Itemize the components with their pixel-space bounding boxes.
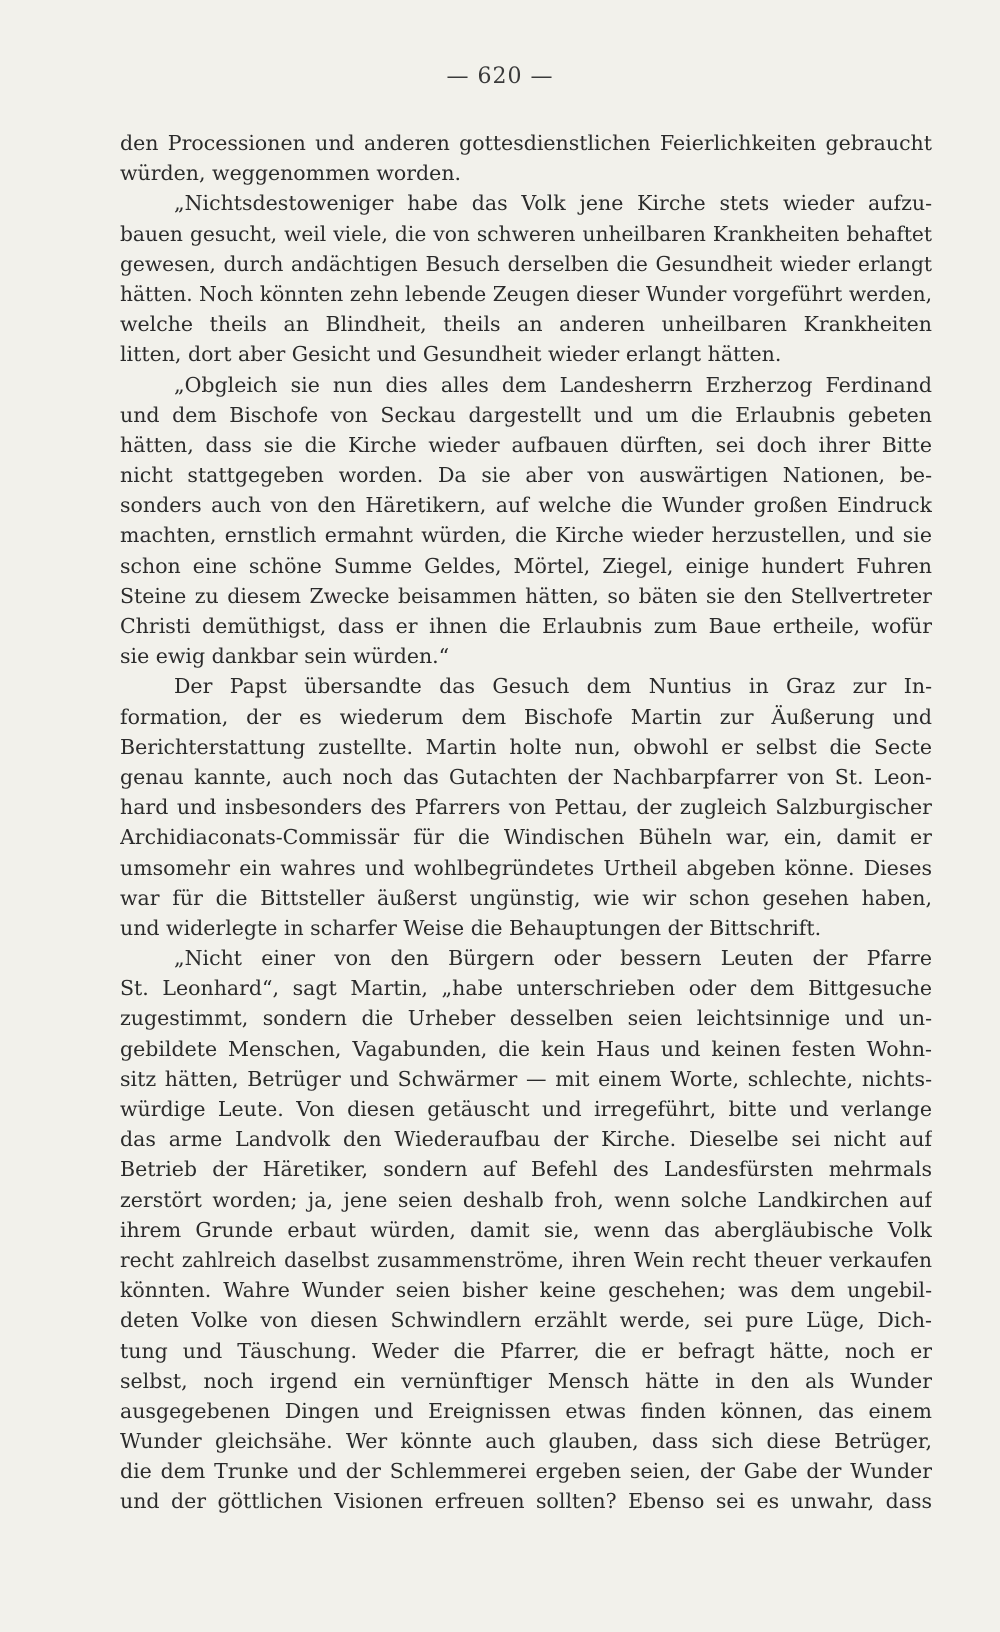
text-line: Berichterstattung zustellte. Martin holte nun, obwohl er selbst die Secte [120,734,932,759]
text-line: Wunder gleichsähe. Wer könnte auch glauben, dass sich diese Betrüger, [120,1429,932,1454]
text-line: sie ewig dankbar sein würden.“ [120,644,450,669]
text-line: ihrem Grunde erbaut würden, damit sie, wenn das abergläubische Volk [120,1217,932,1242]
text-line: welche theils an Blindheit, theils an anderen unheilbaren Krankheiten [120,312,932,337]
text-line: den Processionen und anderen gottesdienstlichen Feierlichkeiten gebraucht [120,131,932,155]
text-line: war für die Bittsteller äußerst ungünstig, wie wir schon gesehen haben, [120,885,932,910]
text-line: sonders auch von den Häretikern, auf welche die Wunder großen Eindruck [120,493,932,518]
text-line: Christi demüthigst, dass er ihnen die Erlaubnis zum Baue ertheile, wofür [120,614,932,638]
text-line: „Nicht einer von den Bürgern oder bessern Leuten der Pfarre [174,946,932,971]
text-line: hätten, dass sie die Kirche wieder aufbauen dürften, sei doch ihrer Bitte [120,432,932,457]
text-line: litten, dort aber Gesicht und Gesundheit wieder erlangt hätten. [120,342,782,367]
text-line: würden, weggenommen worden. [120,161,462,186]
text-line: Der Papst übersandte das Gesuch dem Nuntius in Graz zur In- [174,674,932,699]
text-line: gebildete Menschen, Vagabunden, die kein Haus und keinen festen Wohn- [120,1036,932,1061]
text-line: hard und insbesonders des Pfarrers von Pettau, der zugleich Salzburgischer [120,795,932,820]
text-line: und widerlegte in scharfer Weise die Behauptungen der Bittschrift. [120,915,822,940]
text-line: Betrieb der Häretiker, sondern auf Befehl des Landesfürsten mehrmals [120,1157,932,1182]
text-line: zerstört worden; ja, jene seien deshalb froh, wenn solche Landkirchen auf [120,1187,932,1212]
text-line: „Nichtsdestoweniger habe das Volk jene Kirche stets wieder aufzu- [174,191,932,216]
text-line: könnten. Wahre Wunder seien bisher keine geschehen; was dem ungebil- [120,1278,932,1303]
text-line: und der göttlichen Visionen erfreuen sollten? Ebenso sei es unwahr, dass [120,1489,932,1514]
text-line: machten, ernstlich ermahnt würden, die Kirche wieder herzustellen, und sie [120,523,932,548]
text-line: ausgegebenen Dingen und Ereignissen etwas finden können, das einem [120,1398,932,1423]
text-line: tung und Täuschung. Weder die Pfarrer, die er befragt hätte, noch er [120,1338,932,1363]
text-line: zugestimmt, sondern die Urheber desselben seien leichtsinnige und un- [120,1006,932,1031]
text-line: und dem Bischofe von Seckau dargestellt und um die Erlaubnis gebeten [120,402,932,427]
text-line: hätten. Noch könnten zehn lebende Zeugen dieser Wunder vorgeführt werden, [120,281,932,306]
text-line: sitz hätten, Betrüger und Schwärmer — mit einem Worte, schlechte, nichts- [120,1066,932,1091]
text-line: St. Leonhard“, sagt Martin, „habe unterschrieben oder dem Bittgesuche [120,976,932,1001]
body-text [120,128,932,1517]
text-line: selbst, noch irgend ein vernünftiger Mensch hätte in den als Wunder [120,1368,932,1393]
text-line: Steine zu diesem Zwecke beisammen hätten, so bäten sie den Stellvertreter [120,583,932,608]
text-line: gewesen, durch andächtigen Besuch derselben die Gesundheit wieder erlangt [120,251,932,276]
text-line: die dem Trunke und der Schlemmerei ergeben seien, der Gabe der Wunder [120,1459,932,1484]
text-line: recht zahlreich daselbst zusammenströme, ihren Wein recht theuer verkaufen [120,1247,932,1272]
text-line: formation, der es wiederum dem Bischofe Martin zur Äußerung und [120,704,932,729]
text-line: nicht stattgegeben worden. Da sie aber von auswärtigen Nationen, be- [120,463,932,488]
page-number: — 620 — [446,64,554,89]
text-line: umsomehr ein wahres und wohlbegründetes Urtheil abgeben könne. Dieses [120,855,932,880]
text-line: deten Volke von diesen Schwindlern erzählt werde, sei pure Lüge, Dich- [120,1308,932,1333]
text-line: das arme Landvolk den Wiederaufbau der Kirche. Dieselbe sei nicht auf [120,1127,932,1152]
text-line: „Obgleich sie nun dies alles dem Landesherrn Erzherzog Ferdinand [174,372,932,397]
text-line: genau kannte, auch noch das Gutachten der Nachbarpfarrer von St. Leon- [120,764,932,789]
text-line: würdige Leute. Von diesen getäuscht und irregeführt, bitte und verlange [120,1097,932,1121]
text-line: Archidiaconats-Commissär für die Windischen Büheln war, ein, damit er [120,825,932,850]
text-line: schon eine schöne Summe Geldes, Mörtel, Ziegel, einige hundert Fuhren [120,553,932,578]
text-line: bauen gesucht, weil viele, die von schweren unheilbaren Krankheiten behaftet [120,221,932,246]
